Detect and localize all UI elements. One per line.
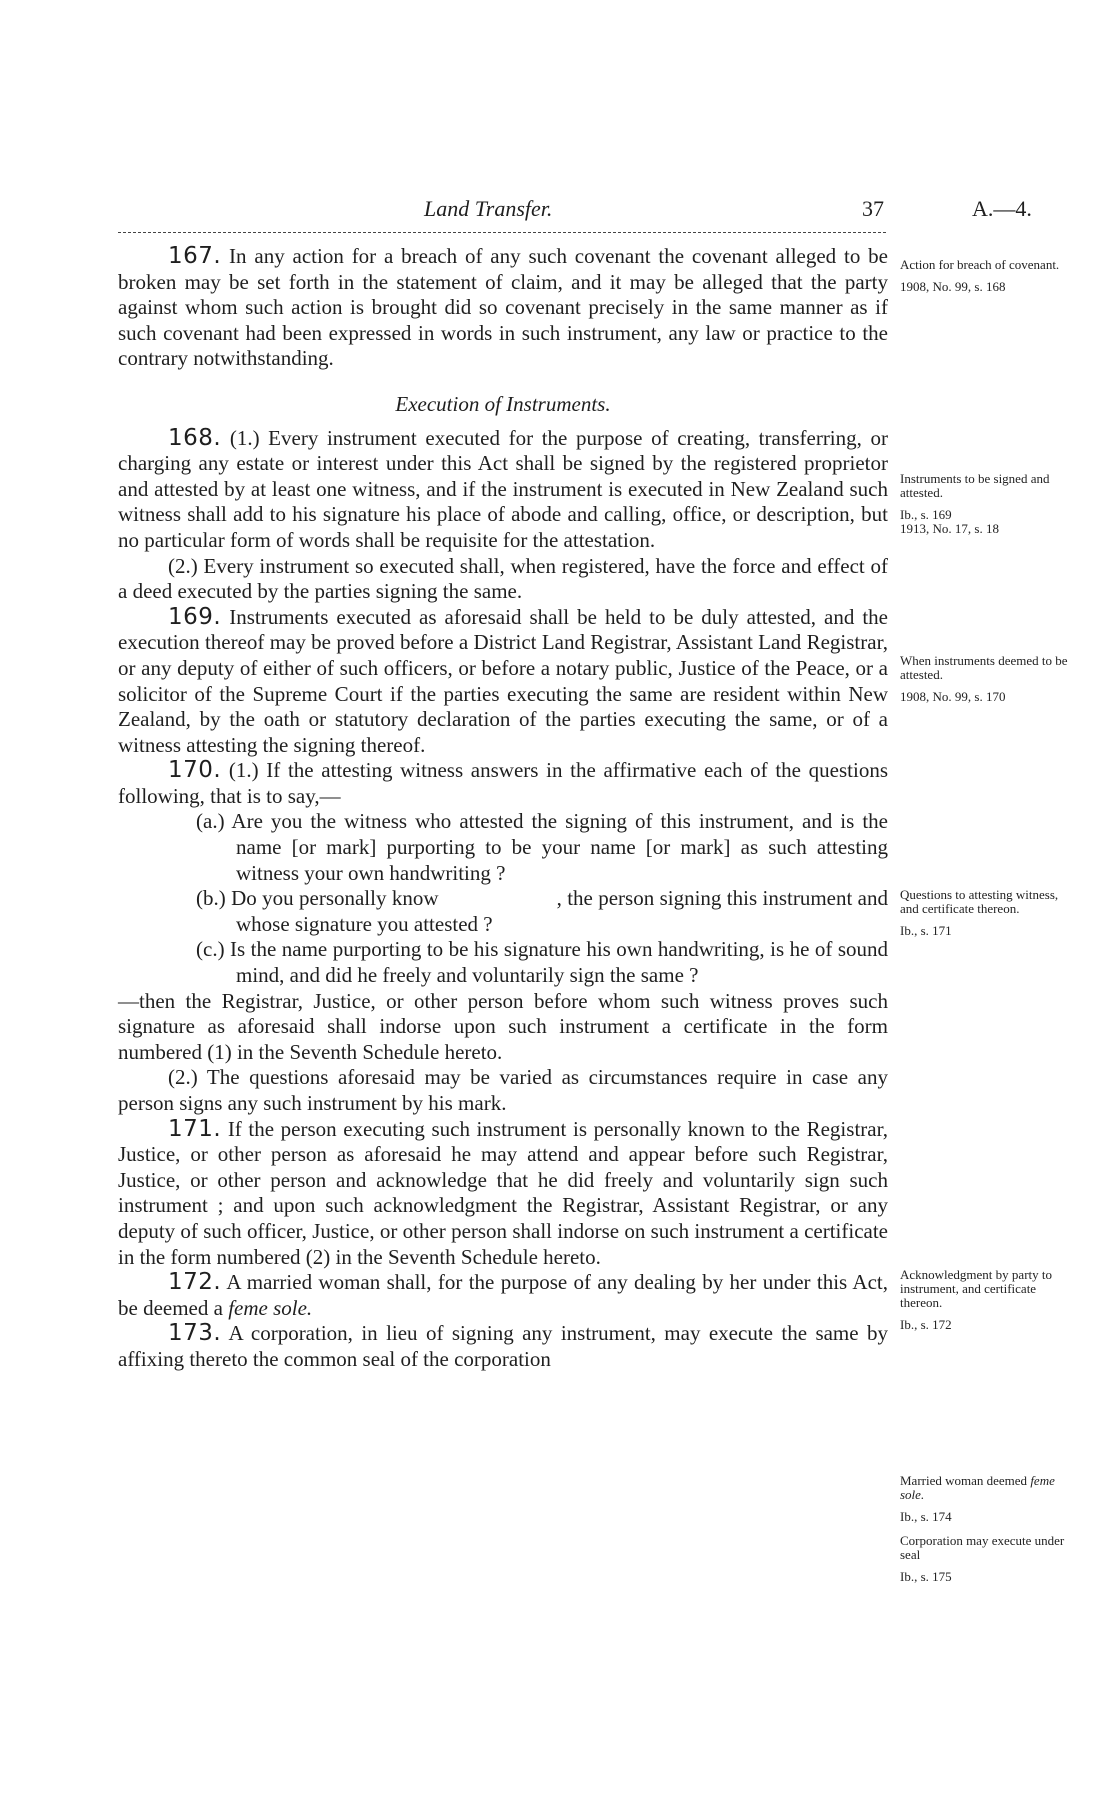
section-text: Instruments executed as aforesaid shall be held to be duly attested, and the execution thereof may be proved before a District Land Registrar, Assistant Land Registrar, or any deputy of either of such officers, or before a notary public, Justice of the Peace, or a solicitor of the Supreme Court if the parties executing the same are resident within New Zealand, by the oath or statutory declaration of the parties executing the same, or of a witness attesting the signing thereof.	[118, 604, 888, 757]
header-rule	[118, 232, 886, 233]
section-text: (1.) Every instrument executed for the purpose of creating, transferring, or charging any estate or interest under this Act shall be signed by the registered proprietor and attested by at least one witness, and if the instrument is executed in New Zealand such witness shall add to his signature his place of abode and calling, office, or description, but no particular form of words shall be requisite for the attestation.	[118, 425, 888, 552]
margin-note-ref: Ib., s. 171	[900, 923, 952, 938]
page-number: 37	[862, 196, 884, 221]
margin-note-title: Corporation may execute under seal	[900, 1533, 1065, 1562]
margin-note-ref: Ib., s. 169	[900, 507, 952, 522]
section-text: If the person executing such instrument is personally known to the Registrar, Justice, or other person as aforesaid he may attend and appear before such Registrar, Justice, or other person and acknowledge that he did freely and voluntarily sign such instrument ; and upon such acknowledgment the Registrar, Assistant Registrar, or any deputy of such officer, Justice, or other person shall indorse on such instrument a certificate in the form numbered (2) in the Seventh Schedule hereto.	[118, 1116, 888, 1269]
section-172	[118, 1270, 888, 1321]
header-title: Land Transfer.	[424, 196, 553, 221]
section-number: 173.	[168, 1320, 222, 1347]
margin-note-title: Questions to attesting witness, and certificate thereon.	[900, 887, 1059, 916]
section-number: 168.	[168, 424, 222, 451]
body-text	[118, 243, 894, 1373]
margin-note-title: When instruments deemed to be attested.	[900, 653, 1068, 682]
section-169	[118, 605, 888, 759]
section-168-sub2: (2.) Every instrument so executed shall, when registered, have the force and effect of a deed executed by the parties signing the same.	[118, 553, 888, 604]
margin-note-167	[900, 258, 1080, 294]
question-c: (c.) Is the name purporting to be his signature his own handwriting, is he of sound mind, and did he freely and voluntarily sign the same ?	[196, 937, 888, 988]
margin-note-169	[900, 654, 1080, 704]
margin-note-title-text: Married woman deemed	[900, 1473, 1031, 1488]
section-text: (1.) If the attesting witness answers in the affirmative each of the questions following, that is to say,—	[118, 758, 888, 808]
paper-code: A.—4.	[972, 196, 1032, 221]
margin-note-ref: 1913, No. 17, s. 18	[900, 521, 999, 536]
question-b: (b.) Do you personally know , the person signing this instrument and whose signature you attested ?	[196, 886, 894, 936]
section-173	[118, 1321, 888, 1372]
section-text: A married woman shall, for the purpose of any dealing by her under this Act, be deemed a	[118, 1270, 888, 1320]
margin-note-title: Acknowledgment by party to instrument, and certificate thereon.	[900, 1267, 1052, 1310]
heading-execution: Execution of Instruments.	[395, 391, 611, 416]
section-168	[118, 426, 888, 554]
section-text-italic: feme sole.	[228, 1295, 313, 1320]
margin-note-168	[900, 472, 1080, 536]
margin-note-ref: Ib., s. 175	[900, 1569, 952, 1584]
section-number: 170.	[168, 757, 222, 784]
margin-note-title	[900, 1474, 1080, 1502]
section-number: 167.	[168, 243, 222, 269]
section-171	[118, 1117, 888, 1271]
section-text: A corporation, in lieu of signing any instrument, may execute the same by affixing thereto the common seal of the corporation	[118, 1321, 888, 1371]
section-167	[118, 244, 888, 372]
margin-note-172	[900, 1474, 1080, 1524]
margin-note-170	[900, 888, 1080, 938]
margin-note-title-italic: feme sole.	[900, 1473, 1055, 1502]
section-170	[118, 758, 888, 809]
section-number: 172.	[168, 1269, 222, 1296]
section-number: 169.	[168, 603, 222, 630]
section-170-sub2: (2.) The questions aforesaid may be varied as circumstances require in case any person signs any such instrument by his mark.	[118, 1065, 888, 1115]
section-170-then: —then the Registrar, Justice, or other person before whom such witness proves such signature as aforesaid shall indorse upon such instrument a certificate in the form numbered (1) in the Seventh Schedule hereto.	[118, 988, 888, 1064]
margin-note-ref: Ib., s. 172	[900, 1317, 952, 1332]
margin-note-ref: 1908, No. 99, s. 170	[900, 689, 1006, 704]
running-header	[118, 196, 1054, 226]
margin-note-title: Action for breach of covenant.	[900, 257, 1060, 272]
margin-note-171	[900, 1268, 1080, 1332]
margin-note-ref: 1908, No. 99, s. 168	[900, 279, 1006, 294]
margin-note-title: Instruments to be signed and attested.	[900, 471, 1050, 500]
section-number: 171.	[168, 1115, 222, 1142]
question-a: (a.) Are you the witness who attested the signing of this instrument, and is the name [or mark] purporting to be your name [or mark] as such attesting witness your own handwriting ?	[196, 809, 888, 885]
margin-note-ref: Ib., s. 174	[900, 1509, 952, 1524]
section-text: In any action for a breach of any such covenant the covenant alleged to be broken may be set forth in the statement of claim, and it may be alleged that the party against whom such action is brought did so covenant precisely in the same manner as if such covenant had been expressed in words in such instrument, any law or practice to the contrary notwithstanding.	[118, 244, 888, 371]
margin-note-173	[900, 1534, 1080, 1584]
